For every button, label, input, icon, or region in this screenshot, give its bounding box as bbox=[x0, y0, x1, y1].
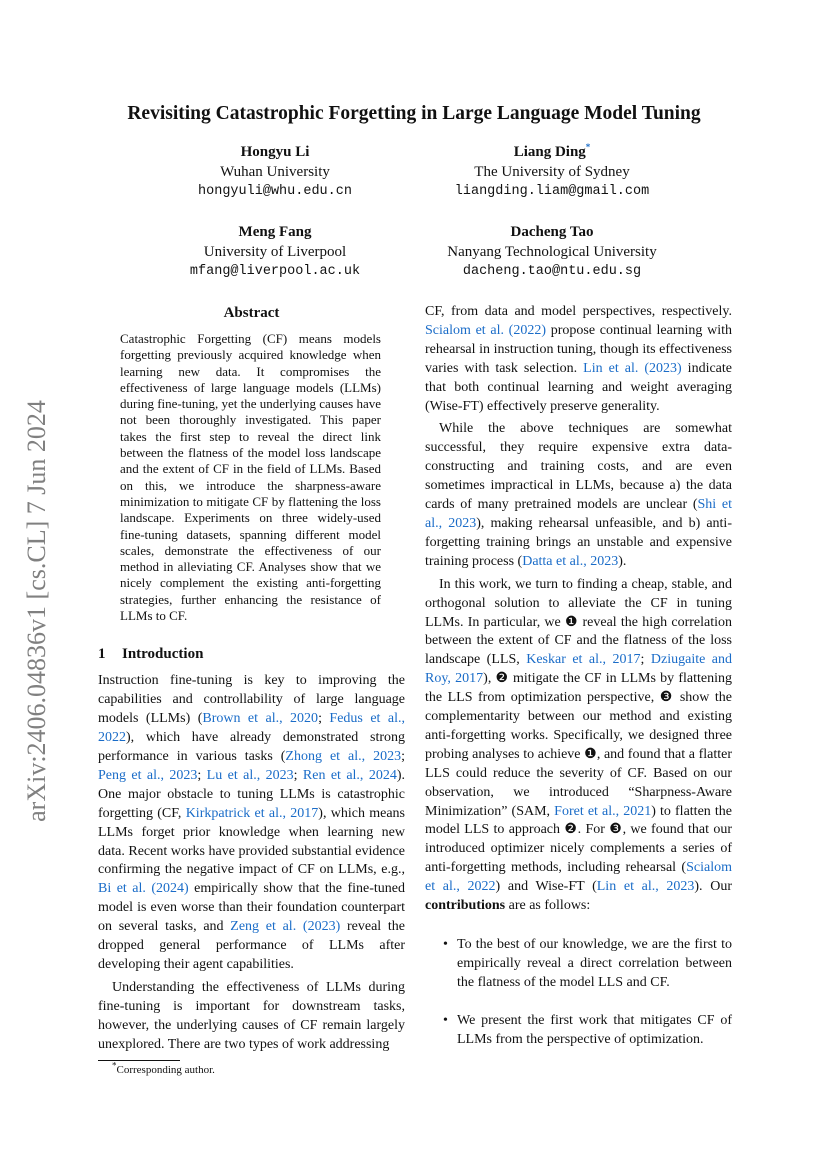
corresponding-author-mark[interactable]: * bbox=[585, 142, 591, 152]
citation-link[interactable]: Zhong et al., 2023 bbox=[285, 748, 402, 764]
author-affiliation: Nanyang Technological University bbox=[447, 244, 657, 260]
section-title: Introduction bbox=[122, 646, 204, 663]
citation-link[interactable]: Zeng et al. (2023) bbox=[230, 919, 341, 935]
paragraph-text: empirically show that the fine-tuned model is even worse than their foundation counterpart on several tasks, and bbox=[98, 881, 405, 935]
intro-paragraph-1 bbox=[98, 672, 405, 975]
paragraph-text: ; bbox=[197, 767, 207, 783]
citation-link[interactable]: Shi et al., 2023 bbox=[425, 497, 733, 531]
citation-link[interactable]: Bi et al. (2024) bbox=[98, 881, 189, 897]
paragraph-text: CF, from data and model perspectives, respectively. bbox=[425, 304, 732, 319]
author-block-1 bbox=[125, 142, 425, 202]
paragraph-text: Understanding the effectiveness of LLMs during fine-tuning is important for downstream tasks, however, the underlying causes of CF remain largely unexplored. There are two types of work addressing bbox=[98, 979, 405, 1052]
paragraph-text: ). Our bbox=[694, 879, 732, 895]
bullet-icon: • bbox=[443, 937, 448, 952]
citation-link[interactable]: Lin et al., 2023 bbox=[596, 879, 695, 895]
author-block-2 bbox=[402, 142, 702, 202]
section-number: 1 bbox=[98, 646, 106, 663]
author-email[interactable]: dacheng.tao@ntu.edu.sg bbox=[462, 264, 642, 279]
citation-link[interactable]: Ren et al., 2024 bbox=[302, 767, 397, 783]
paragraph-text: are as follows: bbox=[505, 898, 591, 914]
citation-link[interactable]: Datta et al., 2023 bbox=[522, 553, 619, 569]
arxiv-stamp bbox=[20, 376, 54, 846]
paragraph-text: ), which means LLMs forget prior knowledge when learning new data. Recent works have provided substantial evidence confirming the negative impact of CF on LLMs, e.g., bbox=[98, 805, 405, 878]
footnote-text: Corresponding author. bbox=[116, 1064, 215, 1077]
footnote-rule bbox=[98, 1060, 180, 1061]
paragraph-text: ), making rehearsal unfeasible, and b) anti-forgetting training brings an unstable and expensive training process ( bbox=[425, 515, 732, 569]
paragraph-text: ), which have already demonstrated strong performance in various tasks ( bbox=[98, 730, 405, 764]
paragraph-text: ; bbox=[318, 711, 330, 727]
paragraph-text: ; bbox=[401, 748, 406, 764]
paragraph-text: ) to flatten the model LLS to approach ❷. For ❸, we found that our introduced optimizer nicely complements a series of anti-forgetting methods, including rehearsal ( bbox=[425, 803, 732, 876]
paragraph-text: While the above techniques are somewhat successful, they require expensive extra data-constructing and training costs, and are even sometimes impractical in LLMs, because a) the data cards of many pretrained models are unclear ( bbox=[425, 421, 732, 513]
contribution-text: To the best of our knowledge, we are the first to empirically reveal a direct correlation between the flatness of the model LLS and CF. bbox=[457, 937, 732, 990]
bullet-icon: • bbox=[443, 1012, 448, 1028]
contributions-list bbox=[425, 936, 732, 1050]
citation-link[interactable]: Lu et al., 2023 bbox=[206, 767, 294, 783]
paragraph-text: ; bbox=[293, 767, 303, 783]
contribution-item bbox=[425, 1012, 732, 1050]
contribution-text: We present the first work that mitigates CF of LLMs from the perspective of optimization. bbox=[457, 1012, 732, 1047]
paragraph-text: ; bbox=[640, 652, 651, 668]
paragraph-text: indicate that both continual learning and weight averaging (Wise-FT) effectively preserve generality. bbox=[425, 360, 732, 414]
paragraph-text: ). bbox=[618, 553, 627, 569]
paper-title: Revisiting Catastrophic Forgetting in Large Language Model Tuning bbox=[127, 103, 701, 124]
paragraph-text: reveal the dropped general performance of LLMs after developing their agent capabilities. bbox=[98, 919, 406, 972]
author-email[interactable]: liangding.liam@gmail.com bbox=[454, 184, 650, 199]
citation-link[interactable]: Keskar et al., 2017 bbox=[526, 652, 641, 668]
author-affiliation: University of Liverpool bbox=[203, 244, 347, 260]
footnote bbox=[112, 1060, 405, 1077]
arxiv-stamp-text: arXiv:2406.04836v1 [cs.CL] 7 Jun 2024 bbox=[22, 400, 51, 822]
abstract-heading: Abstract bbox=[223, 305, 280, 321]
intro-paragraph-3 bbox=[425, 303, 732, 416]
intro-paragraph-2 bbox=[98, 979, 405, 1055]
bold-text: contributions bbox=[425, 898, 506, 914]
citation-link[interactable]: Scialom et al., 2022 bbox=[425, 860, 732, 895]
paragraph-text: ), ❷ mitigate the CF in LLMs by flattening the LLS from optimization perspective, ❸ show the complementarity between our method and existing anti-forgetting works. Specifically, we designed three probing analyses to achieve ❶, and found that a flatter LLS could reduce the severity of CF. Based on our observation, we introduced “Sharpness-Aware Minimization” (SAM, bbox=[425, 671, 732, 819]
author-name: Hongyu Li bbox=[240, 144, 310, 160]
author-block-3 bbox=[125, 222, 425, 282]
paragraph-text: In this work, we turn to finding a cheap, stable, and orthogonal solution to alleviate the CF in tuning LLMs. In particular, we ❶ reveal the high correlation between the extent of CF and the flatness of the loss landscape (LLS, bbox=[425, 576, 732, 668]
paragraph-text: ). One major obstacle to tuning LLMs is catastrophic forgetting (CF, bbox=[98, 767, 405, 821]
author-name: Liang Ding* bbox=[513, 142, 591, 160]
paragraph-text: propose continual learning with rehearsal in instruction tuning, though its effectiveness varies with task selection. bbox=[425, 322, 732, 376]
paragraph-text: ) and Wise-FT ( bbox=[495, 879, 597, 895]
section-heading bbox=[98, 644, 405, 664]
author-block-4 bbox=[402, 222, 702, 282]
author-affiliation: The University of Sydney bbox=[474, 164, 630, 180]
author-affiliation: Wuhan University bbox=[220, 164, 330, 180]
citation-link[interactable]: Fedus et al., 2022 bbox=[98, 711, 405, 746]
paragraph-text: Instruction fine-tuning is key to improving the capabilities and controllability of large language models (LLMs) ( bbox=[98, 673, 405, 727]
author-email[interactable]: hongyuli@whu.edu.cn bbox=[198, 184, 352, 199]
citation-link[interactable]: Foret et al., 2021 bbox=[554, 803, 652, 819]
left-column bbox=[98, 303, 405, 1077]
citation-link[interactable]: Brown et al., 2020 bbox=[202, 711, 319, 727]
author-email[interactable]: mfang@liverpool.ac.uk bbox=[189, 264, 361, 279]
right-column bbox=[425, 303, 732, 1069]
author-name: Dacheng Tao bbox=[510, 224, 594, 240]
intro-paragraph-4 bbox=[425, 420, 732, 571]
footnote-mark: * bbox=[112, 1060, 117, 1071]
citation-link[interactable]: Kirkpatrick et al., 2017 bbox=[185, 805, 319, 821]
citation-link[interactable]: Peng et al., 2023 bbox=[98, 767, 198, 783]
contribution-item bbox=[425, 936, 732, 993]
citation-link[interactable]: Scialom et al. (2022) bbox=[425, 322, 547, 338]
abstract-text: Catastrophic Forgetting (CF) means models forgetting previously acquired knowledge when learning new data. It compromises the effectiveness of large language models (LLMs) during fine-tuning, yet the underlying causes have not been thoroughly investigated. This paper takes the first step to reveal the direct link between the flatness of the model loss landscape and the extent of CF in the field of LLMs. Based on this, we introduce the sharpness-aware minimization to mitigate CF by flattening the loss landscape. Experiments on three widely-used fine-tuning datasets, spanning different model scales, demonstrate the effectiveness of our method in alleviating CF. Analyses show that we nicely complement the existing anti-forgetting strategies, further enhancing the resistance of LLMs to CF. bbox=[120, 331, 382, 624]
citation-link[interactable]: Dziugaite and Roy, 2017 bbox=[425, 652, 733, 687]
author-name: Meng Fang bbox=[238, 224, 312, 240]
intro-paragraph-5 bbox=[425, 576, 732, 916]
citation-link[interactable]: Lin et al. (2023) bbox=[583, 360, 682, 376]
